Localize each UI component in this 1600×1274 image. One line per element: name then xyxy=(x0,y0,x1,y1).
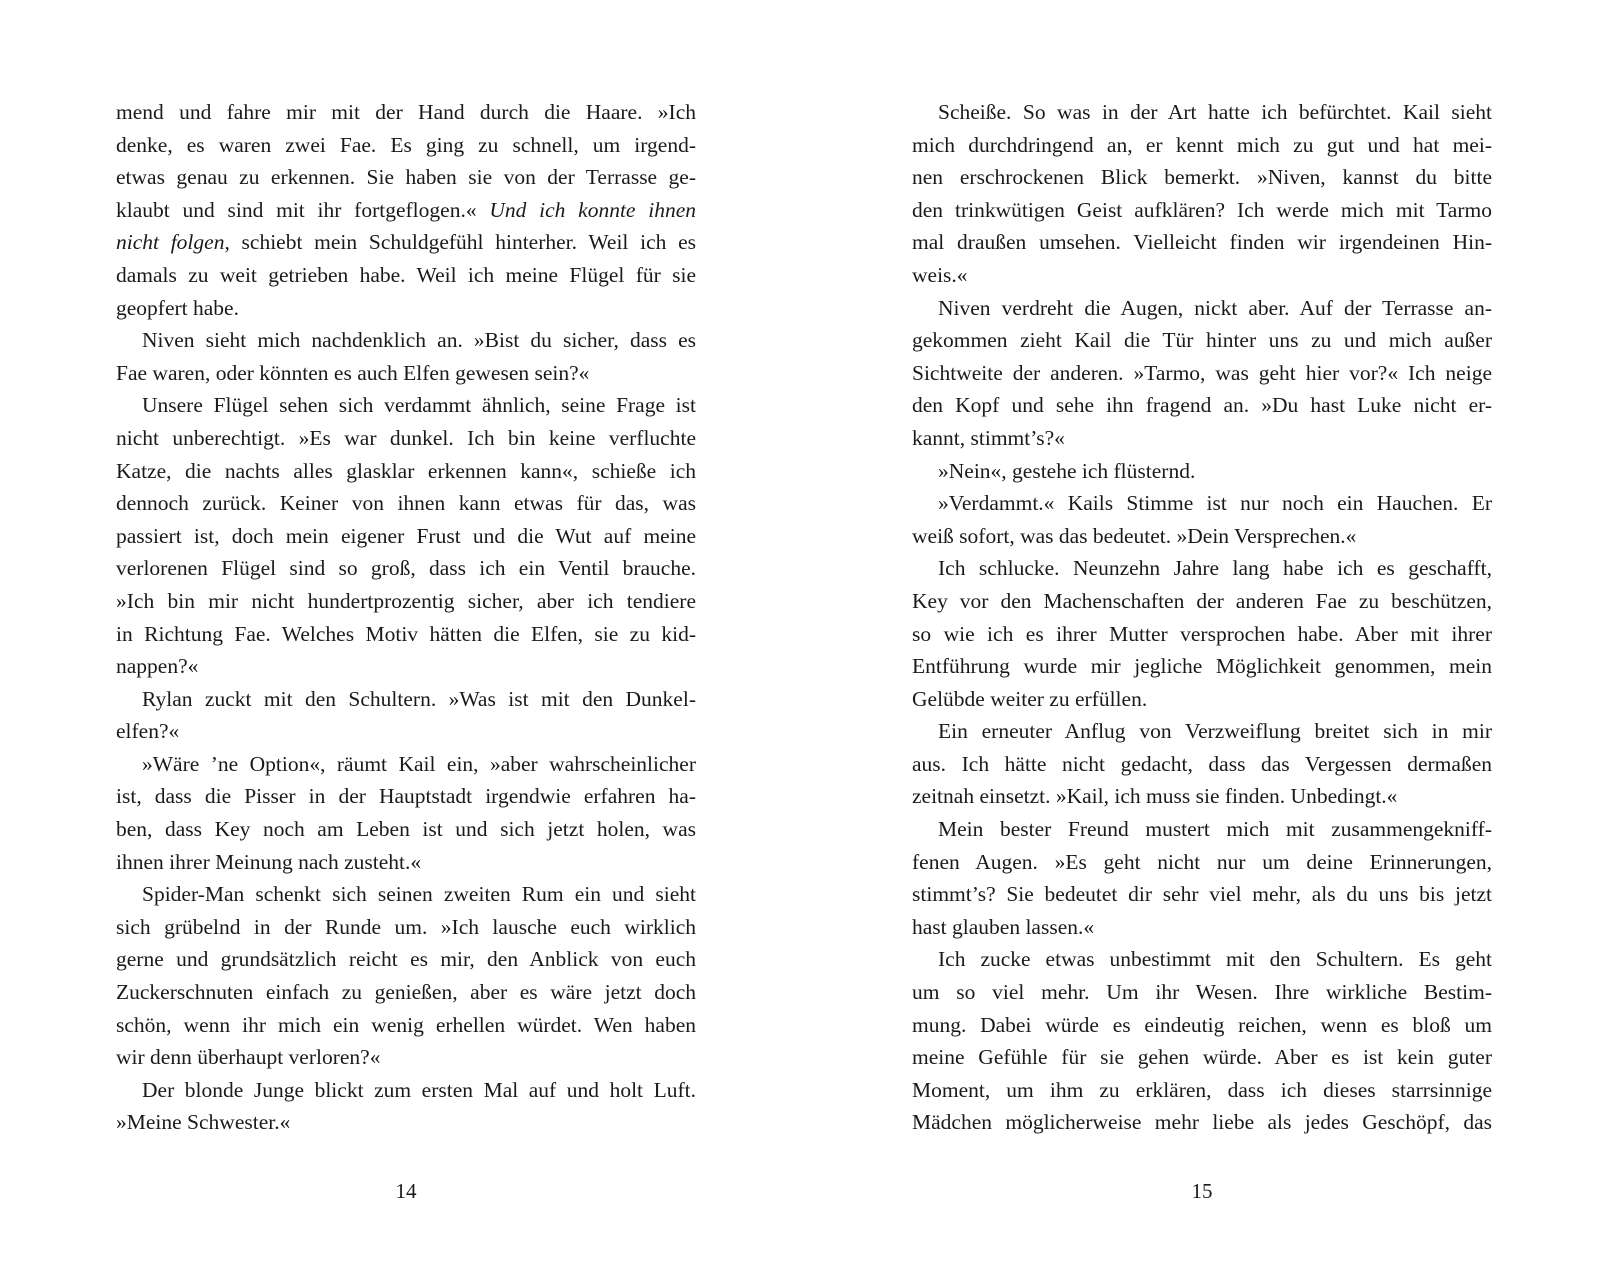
text-line: Entführung wurde mir jegliche Möglichkeit genommen, mein xyxy=(912,654,1492,679)
text-line: mich durchdringend an, er kennt mich zu gut und hat mei- xyxy=(912,132,1492,157)
text-line: nicht unberechtigt. »Es war dunkel. Ich bin keine verfluchte xyxy=(116,425,696,450)
text-line: verlorenen Flügel sind so groß, dass ich ein Ventil brauche. xyxy=(116,556,696,581)
text-line: elfen?« xyxy=(116,719,180,744)
text-line: ihnen ihrer Meinung nach zusteht.« xyxy=(116,849,422,874)
text-line: weiß sofort, was das bedeutet. »Dein Versprechen.« xyxy=(912,523,1357,548)
left-page xyxy=(116,96,696,1136)
text-line: gekommen zieht Kail die Tür hinter uns zu und mich außer xyxy=(912,328,1492,353)
text-line: Mädchen möglicherweise mehr liebe als jedes Geschöpf, das xyxy=(912,1110,1492,1135)
text-line: Mein bester Freund mustert mich mit zusammengekniff- xyxy=(938,817,1492,842)
text-line: Rylan zuckt mit den Schultern. »Was ist mit den Dunkel- xyxy=(142,686,696,711)
text-line: den trinkwütigen Geist aufklären? Ich werde mich mit Tarmo xyxy=(912,197,1492,222)
text-line: etwas genau zu erkennen. Sie haben sie von der Terrasse ge- xyxy=(116,165,696,190)
text-line: Scheiße. So was in der Art hatte ich befürchtet. Kail sieht xyxy=(938,100,1492,124)
text-line: nen erschrockenen Blick bemerkt. »Niven, kannst du bitte xyxy=(912,165,1492,190)
text-line: weis.« xyxy=(912,262,968,287)
text-line: Ein erneuter Anflug von Verzweiflung breitet sich in mir xyxy=(938,719,1492,744)
text-line: »Ich bin mir nicht hundertprozentig sicher, aber ich tendiere xyxy=(116,588,696,613)
text-line: Ich schlucke. Neunzehn Jahre lang habe ich es geschafft, xyxy=(938,556,1492,581)
text-line: dennoch zurück. Keiner von ihnen kann etwas für das, was xyxy=(116,491,696,516)
text-line: Katze, die nachts alles glasklar erkennen kann«, schieße ich xyxy=(116,458,696,483)
text-line xyxy=(116,226,696,259)
text-line: Moment, um ihm zu erklären, dass ich dieses starrsinnige xyxy=(912,1077,1492,1102)
text-line: Ich zucke etwas unbestimmt mit den Schultern. Es geht xyxy=(938,947,1492,972)
text-line: »Wäre ’ne Option«, räumt Kail ein, »aber wahrscheinlicher xyxy=(142,751,696,776)
text-line: mal draußen umsehen. Vielleicht finden wir irgendeinen Hin- xyxy=(912,230,1492,255)
text-line: den Kopf und sehe ihn fragend an. »Du hast Luke nicht er- xyxy=(912,393,1492,418)
text-line: hast glauben lassen.« xyxy=(912,914,1095,939)
text-line: damals zu weit getrieben habe. Weil ich meine Flügel für sie xyxy=(116,262,696,287)
text-line: Spider-Man schenkt sich seinen zweiten Rum ein und sieht xyxy=(142,882,696,907)
text-line: kannt, stimmt’s?« xyxy=(912,425,1065,450)
text-line: »Meine Schwester.« xyxy=(116,1110,291,1135)
text-line: ist, dass die Pisser in der Hauptstadt irgendwie erfahren ha- xyxy=(116,784,696,809)
text-line xyxy=(116,194,696,227)
italic-thought: nicht folgen xyxy=(116,230,225,255)
text-line: Gelübde weiter zu erfüllen. xyxy=(912,686,1148,711)
text-line: Niven verdreht die Augen, nickt aber. Auf der Terrasse an- xyxy=(938,295,1492,320)
text-line: ben, dass Key noch am Leben ist und sich jetzt holen, was xyxy=(116,817,696,842)
italic-thought: Und ich konnte ihnen xyxy=(489,197,696,222)
text-line: Zuckerschnuten einfach zu genießen, aber es wäre jetzt doch xyxy=(116,980,696,1005)
text-line: meine Gefühle für sie gehen würde. Aber es ist kein guter xyxy=(912,1045,1492,1070)
text-line: Sichtweite der anderen. »Tarmo, was geht hier vor?« Ich neige xyxy=(912,360,1492,385)
right-page xyxy=(912,96,1492,1136)
text-line: Key vor den Machenschaften der anderen Fae zu beschützen, xyxy=(912,588,1492,613)
text-line: Der blonde Junge blickt zum ersten Mal auf und holt Luft. xyxy=(142,1077,696,1102)
text-line: um so viel mehr. Um ihr Wesen. Ihre wirkliche Bestim- xyxy=(912,980,1492,1005)
text-line: stimmt’s? Sie bedeutet dir sehr viel mehr, als du uns bis jetzt xyxy=(912,882,1492,907)
text-line: sich grübelnd in der Runde um. »Ich lausche euch wirklich xyxy=(116,914,696,939)
text-line: Niven sieht mich nachdenklich an. »Bist du sicher, dass es xyxy=(142,328,696,353)
text-line: aus. Ich hätte nicht gedacht, dass das Vergessen dermaßen xyxy=(912,751,1492,776)
text-line: mung. Dabei würde es eindeutig reichen, wenn es bloß um xyxy=(912,1012,1492,1037)
page-number-left: 14 xyxy=(395,1179,417,1203)
text-line: zeitnah einsetzt. »Kail, ich muss sie finden. Unbedingt.« xyxy=(912,784,1398,809)
text-line: »Verdammt.« Kails Stimme ist nur noch ein Hauchen. Er xyxy=(938,491,1492,516)
text-line: so wie ich es ihrer Mutter versprochen habe. Aber mit ihrer xyxy=(912,621,1492,646)
text-line: »Nein«, gestehe ich flüsternd. xyxy=(938,458,1196,483)
text-line: Unsere Flügel sehen sich verdammt ähnlich, seine Frage ist xyxy=(142,393,696,418)
text-fragment: klaubt und sind mit ihr fortgeflogen.« xyxy=(116,197,490,222)
text-fragment: , schiebt mein Schuldgefühl hinterher. Weil ich es xyxy=(224,230,696,255)
text-line: schön, wenn ihr mich ein wenig erhellen würdet. Wen haben xyxy=(116,1012,696,1037)
page-number-right: 15 xyxy=(1191,1179,1213,1203)
text-line: mend und fahre mir mit der Hand durch die Haare. »Ich xyxy=(116,100,696,124)
text-line: gerne und grundsätzlich reicht es mir, den Anblick von euch xyxy=(116,947,696,972)
text-line: geopfert habe. xyxy=(116,295,239,320)
text-line: fenen Augen. »Es geht nicht nur um deine Erinnerungen, xyxy=(912,849,1492,874)
text-line: Fae waren, oder könnten es auch Elfen gewesen sein?« xyxy=(116,360,590,385)
text-line: denke, es waren zwei Fae. Es ging zu schnell, um irgend- xyxy=(116,132,696,157)
text-line: wir denn überhaupt verloren?« xyxy=(116,1045,381,1070)
text-line: nappen?« xyxy=(116,654,199,679)
text-line: in Richtung Fae. Welches Motiv hätten die Elfen, sie zu kid- xyxy=(116,621,696,646)
text-line: passiert ist, doch mein eigener Frust und die Wut auf meine xyxy=(116,523,696,548)
